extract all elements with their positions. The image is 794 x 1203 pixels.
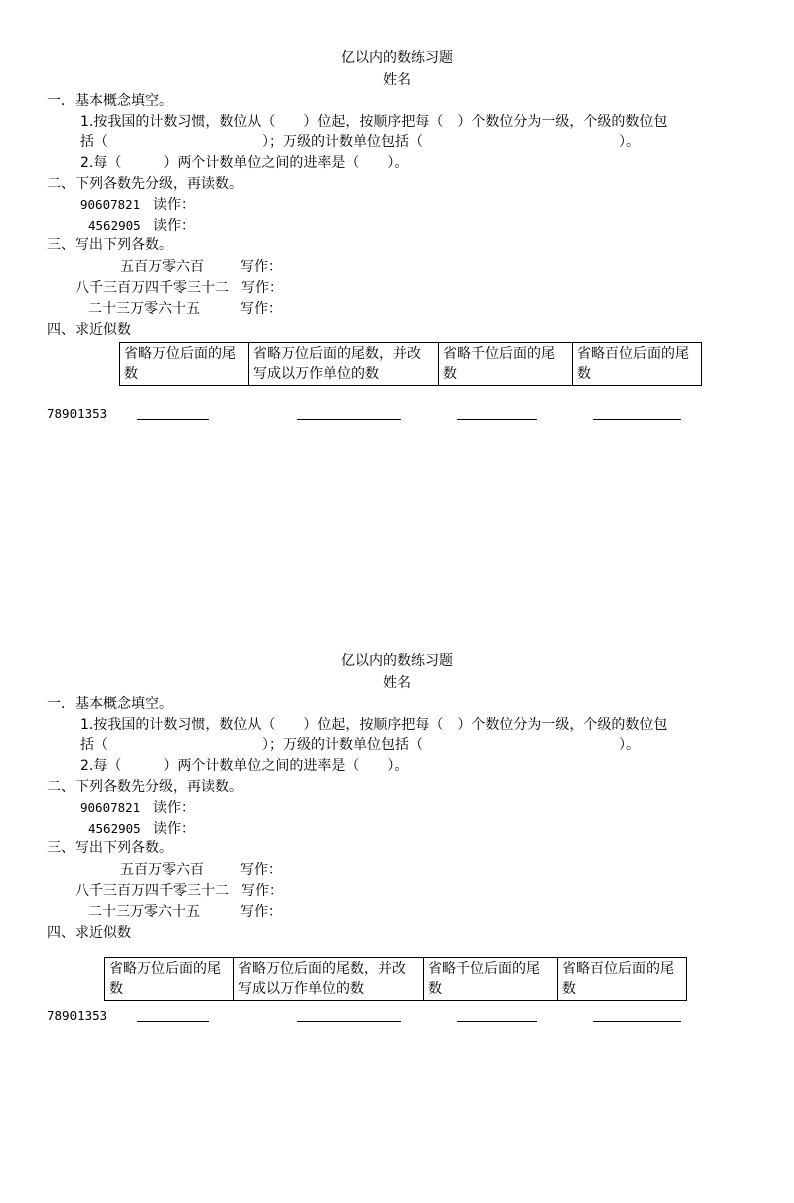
question-2: 2.每（ ）两个计数单位之间的进率是（ ）。 <box>80 155 409 171</box>
answer-blank-2[interactable] <box>297 419 401 420</box>
name-label: 姓名 <box>383 72 411 88</box>
worksheet-2 <box>0 603 794 1203</box>
table-row <box>120 343 702 386</box>
number-to-read-1: 90607821 <box>80 197 141 212</box>
question-1-line-2: 括（ ）；万级的计数单位包括（ ）。 <box>80 134 640 150</box>
number-to-read-1: 90607821 <box>80 800 141 815</box>
name-label: 姓名 <box>383 675 411 691</box>
section-3-heading: 三、写出下列各数。 <box>47 237 173 253</box>
section-2-heading: 二、下列各数先分级，再读数。 <box>47 176 243 192</box>
table-header-cell: 省略万位后面的尾数，并改写成以万作单位的数 <box>249 343 439 386</box>
table-header-cell: 省略百位后面的尾数 <box>558 958 687 1001</box>
table-header-cell: 省略百位后面的尾数 <box>573 343 702 386</box>
question-2: 2.每（ ）两个计数单位之间的进率是（ ）。 <box>80 758 409 774</box>
read-label-1: 读作： <box>153 800 195 816</box>
approximation-table <box>104 957 687 1001</box>
section-4-heading: 四、求近似数 <box>47 925 131 941</box>
read-label-1: 读作： <box>153 197 195 213</box>
table-header-cell: 省略千位后面的尾数 <box>439 343 573 386</box>
answer-blank-2[interactable] <box>297 1021 401 1022</box>
table-header-cell: 省略万位后面的尾数 <box>105 958 234 1001</box>
words-to-write-3: 二十三万零六十五 <box>88 301 200 317</box>
worksheet-title: 亿以内的数练习题 <box>341 50 453 66</box>
answer-blank-3[interactable] <box>457 419 537 420</box>
answer-blank-1[interactable] <box>137 419 209 420</box>
number-to-approximate: 78901353 <box>47 406 108 421</box>
answer-blank-4[interactable] <box>593 419 681 420</box>
section-4-heading: 四、求近似数 <box>47 322 131 338</box>
words-to-write-1: 五百万零六百 <box>120 259 204 275</box>
question-1-line-1: 1.按我国的计数习惯，数位从（ ）位起，按顺序把每（ ）个数位分为一级，个级的数位包 <box>80 717 668 733</box>
write-label-3: 写作： <box>240 301 282 317</box>
write-label-3: 写作： <box>240 904 282 920</box>
words-to-write-3: 二十三万零六十五 <box>88 904 200 920</box>
table-row <box>105 958 687 1001</box>
question-1-line-1: 1.按我国的计数习惯，数位从（ ）位起，按顺序把每（ ）个数位分为一级，个级的数位包 <box>80 114 668 130</box>
section-2-heading: 二、下列各数先分级，再读数。 <box>47 779 243 795</box>
write-label-1: 写作： <box>240 259 282 275</box>
number-to-read-2: 4562905 <box>88 218 141 233</box>
section-3-heading: 三、写出下列各数。 <box>47 840 173 856</box>
question-1-line-2: 括（ ）；万级的计数单位包括（ ）。 <box>80 737 640 753</box>
read-label-2: 读作： <box>153 218 195 234</box>
section-1-heading: 一．基本概念填空。 <box>47 696 173 712</box>
words-to-write-2: 八千三百万四千零三十二 <box>75 883 229 899</box>
section-1-heading: 一．基本概念填空。 <box>47 93 173 109</box>
approximation-table <box>119 342 702 386</box>
answer-blank-3[interactable] <box>457 1021 537 1022</box>
write-label-1: 写作： <box>240 862 282 878</box>
table-header-cell: 省略千位后面的尾数 <box>424 958 558 1001</box>
table-header-cell: 省略万位后面的尾数，并改写成以万作单位的数 <box>234 958 424 1001</box>
table-header-cell: 省略万位后面的尾数 <box>120 343 249 386</box>
words-to-write-2: 八千三百万四千零三十二 <box>75 280 229 296</box>
number-to-read-2: 4562905 <box>88 821 141 836</box>
write-label-2: 写作： <box>241 280 283 296</box>
words-to-write-1: 五百万零六百 <box>120 862 204 878</box>
read-label-2: 读作： <box>153 821 195 837</box>
worksheet-1 <box>0 0 794 600</box>
number-to-approximate: 78901353 <box>47 1008 108 1023</box>
write-label-2: 写作： <box>241 883 283 899</box>
answer-blank-4[interactable] <box>593 1021 681 1022</box>
worksheet-title: 亿以内的数练习题 <box>341 653 453 669</box>
answer-blank-1[interactable] <box>137 1021 209 1022</box>
